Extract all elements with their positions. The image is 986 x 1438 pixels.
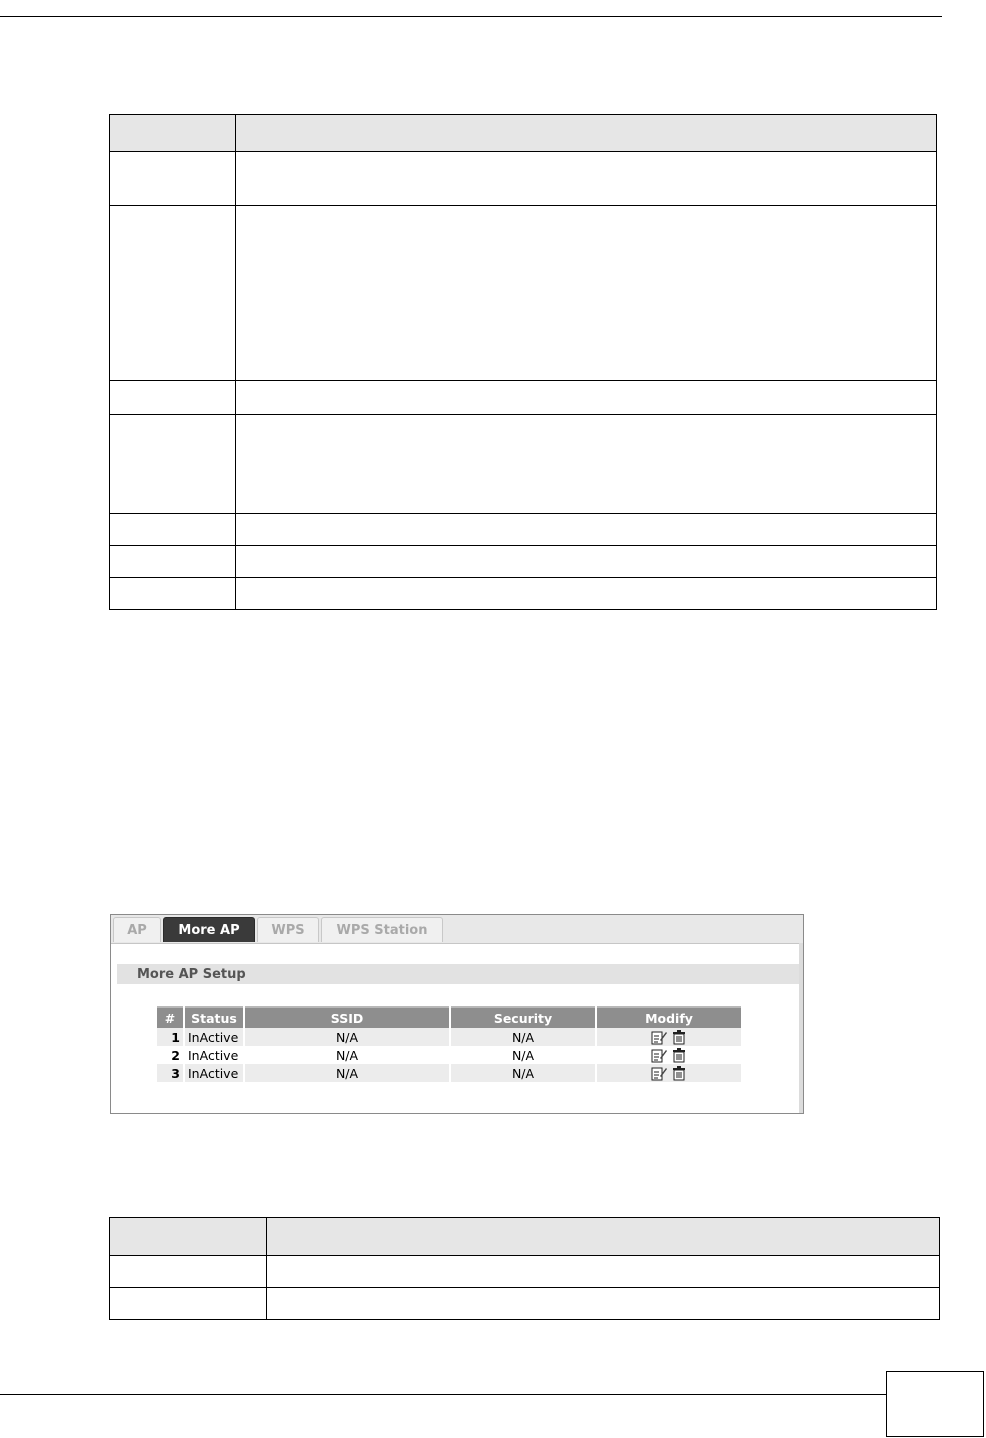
row-status: InActive xyxy=(185,1028,243,1046)
panel-edge xyxy=(799,943,803,1113)
tab-ap[interactable]: AP xyxy=(113,917,161,942)
table-header-description xyxy=(236,115,937,152)
table-cell xyxy=(236,152,937,206)
table-cell xyxy=(267,1256,940,1288)
row-number: 2 xyxy=(157,1046,183,1064)
delete-icon[interactable] xyxy=(671,1048,687,1063)
more-ap-table xyxy=(155,1006,743,1082)
table-cell xyxy=(236,206,937,381)
tab-more-ap[interactable]: More AP xyxy=(163,917,255,942)
row-modify xyxy=(597,1046,741,1064)
page-number-box xyxy=(886,1371,984,1437)
edit-icon[interactable] xyxy=(651,1030,667,1045)
col-status: Status xyxy=(185,1006,243,1028)
table-cell xyxy=(110,152,236,206)
table-row xyxy=(157,1046,741,1064)
more-ap-screen xyxy=(110,914,804,1114)
table-cell xyxy=(110,206,236,381)
table-cell xyxy=(110,1288,267,1320)
table-header-label xyxy=(110,115,236,152)
screen-description-table xyxy=(109,1217,940,1320)
table-cell xyxy=(110,546,236,578)
table-cell xyxy=(236,578,937,610)
field-description-table xyxy=(109,114,937,610)
row-number: 3 xyxy=(157,1064,183,1082)
table-cell xyxy=(110,514,236,546)
section-title: More AP Setup xyxy=(117,964,799,984)
row-security: N/A xyxy=(451,1064,595,1082)
footer-rule xyxy=(0,1394,886,1395)
delete-icon[interactable] xyxy=(671,1066,687,1081)
table-cell xyxy=(110,381,236,415)
table-cell xyxy=(110,578,236,610)
row-status: InActive xyxy=(185,1046,243,1064)
delete-icon[interactable] xyxy=(671,1030,687,1045)
row-ssid: N/A xyxy=(245,1046,449,1064)
tab-bar xyxy=(111,915,803,944)
table-cell xyxy=(267,1288,940,1320)
col-modify: Modify xyxy=(597,1006,741,1028)
row-number: 1 xyxy=(157,1028,183,1046)
table-row xyxy=(157,1064,741,1082)
edit-icon[interactable] xyxy=(651,1048,667,1063)
header-rule xyxy=(0,16,942,17)
table-header-label xyxy=(110,1218,267,1256)
row-ssid: N/A xyxy=(245,1064,449,1082)
table-header-description xyxy=(267,1218,940,1256)
table-cell xyxy=(236,546,937,578)
table-cell xyxy=(236,514,937,546)
table-cell xyxy=(236,381,937,415)
row-ssid: N/A xyxy=(245,1028,449,1046)
row-security: N/A xyxy=(451,1028,595,1046)
row-modify xyxy=(597,1028,741,1046)
tab-wps[interactable]: WPS xyxy=(257,917,319,942)
row-security: N/A xyxy=(451,1046,595,1064)
col-number: # xyxy=(157,1006,183,1028)
table-cell xyxy=(110,415,236,514)
col-ssid: SSID xyxy=(245,1006,449,1028)
table-cell xyxy=(236,415,937,514)
row-status: InActive xyxy=(185,1064,243,1082)
row-modify xyxy=(597,1064,741,1082)
table-row xyxy=(157,1028,741,1046)
edit-icon[interactable] xyxy=(651,1066,667,1081)
table-cell xyxy=(110,1256,267,1288)
tab-wps-station[interactable]: WPS Station xyxy=(321,917,443,942)
col-security: Security xyxy=(451,1006,595,1028)
